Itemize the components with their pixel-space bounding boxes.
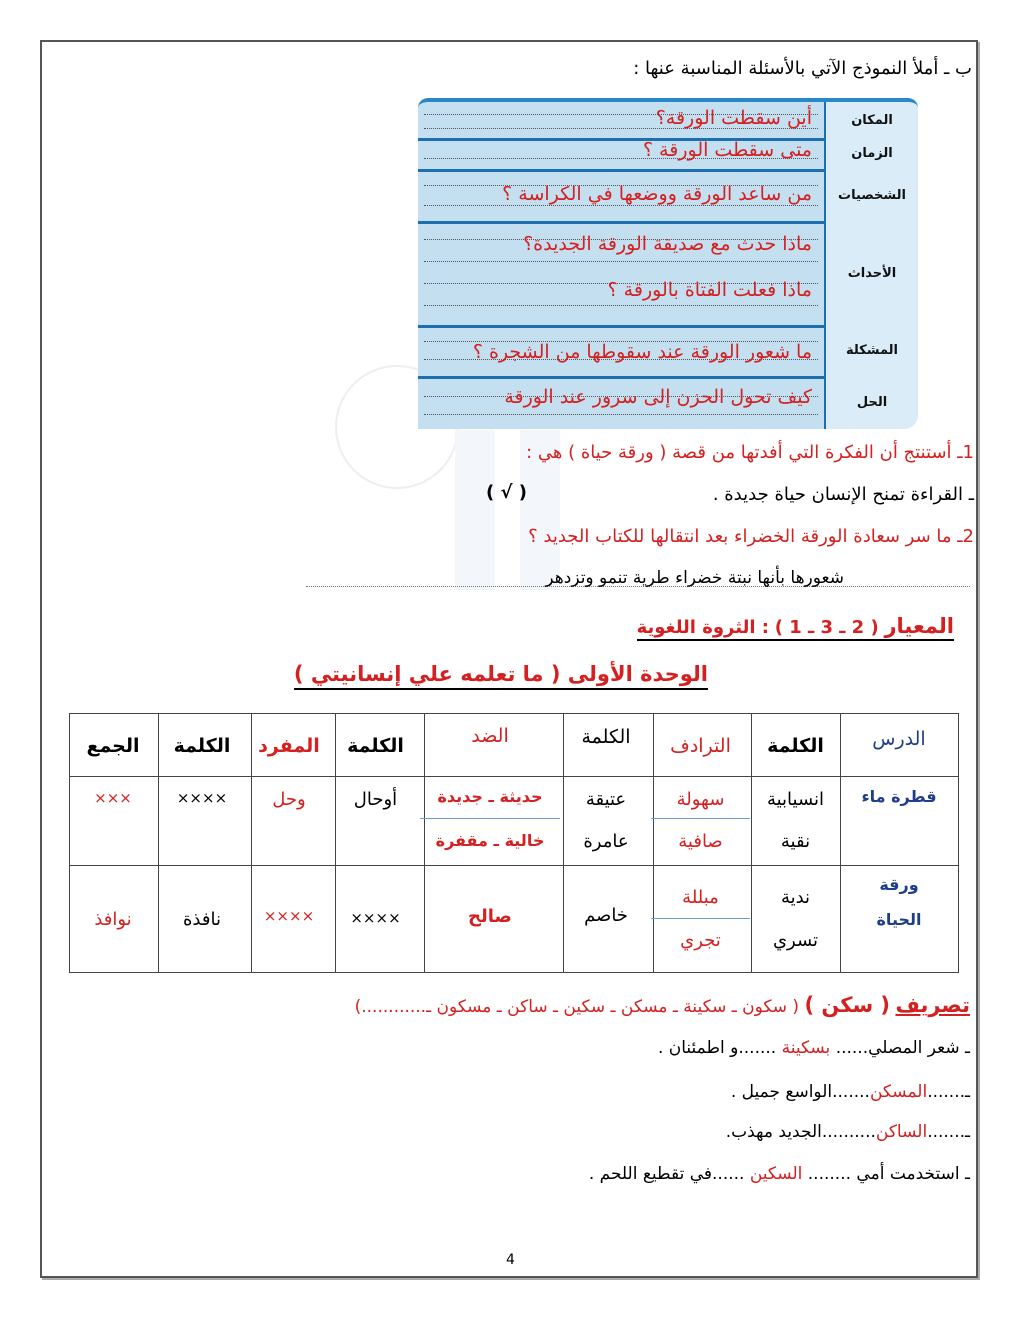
synonym: مبللة xyxy=(682,887,719,908)
table-cell xyxy=(654,866,752,973)
story-elements-form xyxy=(418,98,918,429)
form-answer: ماذا فعلت الفتاة بالورقة ؟ xyxy=(607,279,812,301)
question-1: 1ـ أستنتج أن الفكرة التي أفدتها من قصة ( ورقة حياة ) هي : xyxy=(526,442,974,463)
sentence-text: ـ استخدمت أمي ........ xyxy=(807,1164,970,1184)
word: تسري xyxy=(772,930,819,951)
criterion-label: المعيار xyxy=(884,614,954,638)
page-number: 4 xyxy=(506,1252,515,1268)
word: نافذة xyxy=(183,909,221,930)
table-cell xyxy=(752,866,841,973)
form-row-place xyxy=(418,102,918,141)
lesson-name: قطرة ماء xyxy=(861,787,937,806)
dotted-line xyxy=(424,305,818,306)
form-answer: متى سقطت الورقة ؟ xyxy=(642,139,812,161)
header-word: الكلمة xyxy=(581,726,631,748)
header-lesson: الدرس xyxy=(872,728,926,750)
form-label: الأحداث xyxy=(824,221,918,325)
singular: ×××× xyxy=(263,907,315,925)
sentence-text: .......و اطمئنان . xyxy=(657,1038,777,1058)
sentence-text: ـ....... xyxy=(927,1082,970,1102)
form-row-events xyxy=(418,221,918,328)
criterion-title: : الثروة اللغوية xyxy=(636,617,769,638)
check-mark: ( √ ) xyxy=(486,482,527,503)
sentence-4 xyxy=(589,1164,970,1184)
form-label: الزمان xyxy=(824,138,918,169)
plural: ××× xyxy=(94,789,132,807)
header-singular: المفرد xyxy=(258,735,320,757)
word: عامرة xyxy=(583,831,629,852)
criterion-heading xyxy=(637,614,954,641)
sentence-text: ..........الجديد مهذب. xyxy=(725,1122,876,1142)
question-1-answer: ـ القراءة تمنح الإنسان حياة جديدة . xyxy=(712,484,974,505)
header-synonym: الترادف xyxy=(670,735,731,757)
synonym: صافية xyxy=(678,831,723,852)
cell-divider xyxy=(420,818,560,819)
header-word: الكلمة xyxy=(173,735,231,757)
sentence-3 xyxy=(726,1122,970,1142)
conjugation-root: ( سكن ) xyxy=(804,993,891,1017)
conjugation-forms: ( سكون ـ سكينة ـ مسكن ـ سكين ـ ساكن ـ مسكون ـ............) xyxy=(354,997,800,1017)
synonym: تجري xyxy=(680,930,721,951)
lesson-name: ورقة xyxy=(879,875,919,894)
dotted-line xyxy=(424,205,818,206)
word: أوحال xyxy=(353,789,398,810)
form-row-characters xyxy=(418,169,918,224)
form-answer: كيف تحول الحزن إلى سرور عند الورقة xyxy=(504,386,812,408)
sentence-text: ـ....... xyxy=(927,1122,970,1142)
word: انسيابية xyxy=(766,789,825,810)
sentence-fill: المسكن xyxy=(869,1082,928,1102)
form-answer: من ساعد الورقة ووضعها في الكراسة ؟ xyxy=(502,183,812,205)
word: نقية xyxy=(780,831,811,852)
question-2: 2ـ ما سر سعادة الورقة الخضراء بعد انتقالها للكتاب الجديد ؟ xyxy=(528,526,974,547)
singular: وحل xyxy=(272,789,306,810)
sentence-text: ـ شعر المصلي...... xyxy=(835,1038,970,1058)
header-word: الكلمة xyxy=(767,735,824,757)
unit-title: الوحدة الأولى ( ما تعلمه علي إنسانيتي ) xyxy=(294,662,708,690)
form-answer: أين سقطت الورقة؟ xyxy=(655,107,812,129)
form-row-solution xyxy=(418,376,918,429)
sentence-fill: السكين xyxy=(749,1164,803,1184)
watermark-shape xyxy=(455,430,495,590)
header-plural: الجمع xyxy=(86,735,140,757)
form-label: الشخصيات xyxy=(824,169,918,221)
conjugation-label: تصريف xyxy=(895,993,970,1017)
form-label: المشكلة xyxy=(824,325,918,376)
question-2-answer: شعورها بأنها نبتة خضراء طرية تنمو وتزدهر xyxy=(545,568,844,588)
cell-divider xyxy=(651,818,750,819)
word: خاصم xyxy=(584,905,628,926)
form-row-time xyxy=(418,138,918,172)
word: ×××× xyxy=(176,789,228,807)
antonym: خالية ـ مقفرة xyxy=(435,831,545,850)
form-answer: ما شعور الورقة عند سقوطها من الشجرة ؟ xyxy=(472,341,812,363)
dotted-line xyxy=(424,414,818,415)
plural: نوافذ xyxy=(94,909,132,930)
header-antonym: الضد xyxy=(471,725,509,747)
word: ×××× xyxy=(350,909,401,927)
form-label: الحل xyxy=(824,376,918,429)
form-answer: ماذا حدث مع صديقة الورقة الجديدة؟ xyxy=(523,233,812,255)
form-label: المكان xyxy=(824,102,918,138)
synonym: سهولة xyxy=(676,789,725,810)
criterion-code: ( 2 ـ 3 ـ 1 ) xyxy=(774,617,879,638)
header-word: الكلمة xyxy=(347,735,404,757)
word: عتيقة xyxy=(585,789,627,810)
form-row-problem xyxy=(418,325,918,379)
sentence-2 xyxy=(731,1082,970,1102)
form-instruction: ب ـ أملأ النموذج الآتي بالأسئلة المناسبة عنها : xyxy=(633,58,972,79)
word: ندية xyxy=(780,887,811,908)
conjugation-heading xyxy=(355,993,970,1017)
sentence-text: .......الواسع جميل . xyxy=(730,1082,870,1102)
sentence-text: ......في تقطيع اللحم . xyxy=(588,1164,745,1184)
antonym: صالح xyxy=(468,906,512,927)
sentence-fill: بسكينة xyxy=(781,1038,831,1058)
sentence-fill: الساكن xyxy=(875,1122,928,1142)
lesson-name: الحياة xyxy=(876,910,922,929)
sentence-1 xyxy=(658,1038,970,1058)
dotted-line xyxy=(424,261,818,262)
cell-divider xyxy=(651,918,750,919)
antonym: حديثة ـ جديدة xyxy=(437,787,543,806)
